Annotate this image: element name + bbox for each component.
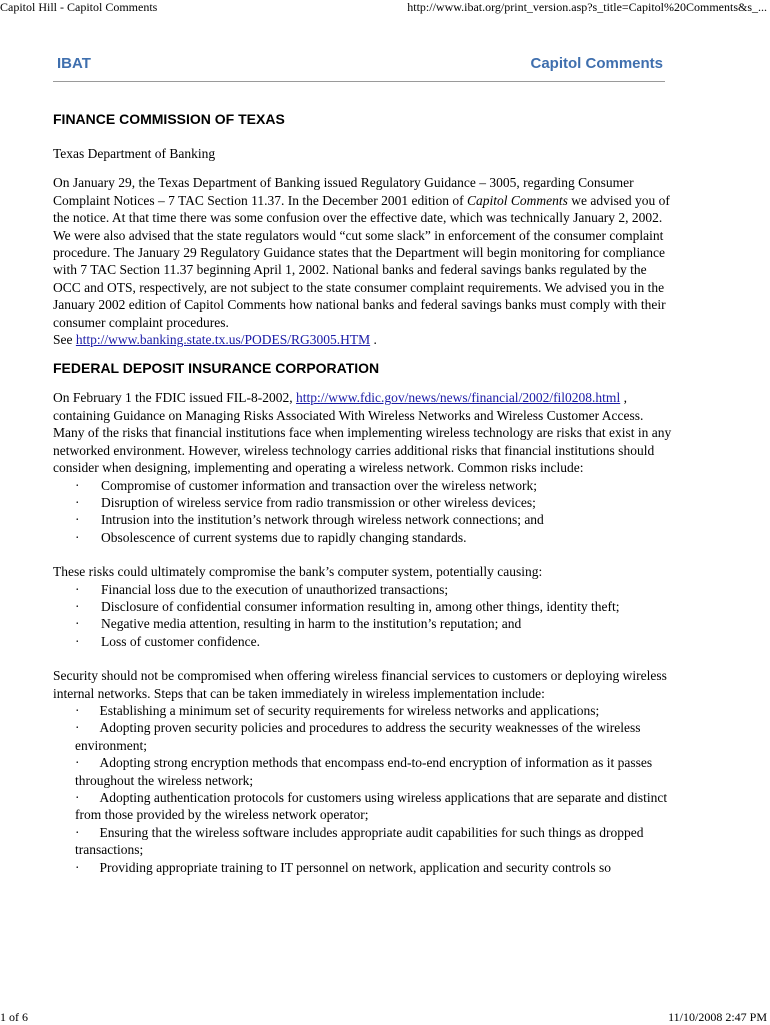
list-item-text: Compromise of customer information and transaction over the wireless network; [101,477,538,493]
bullet-icon: · [75,494,80,510]
list-item-text: Establishing a minimum set of security requirements for wireless networks and applications; [99,702,600,718]
paragraph-text: , containing Guidance on Managing Risks Associated With Wireless Networks and Wireless Customer Access. Many of the risks that financial institutions face when implementing wireless technology are risks that exist in any networked environment. However, wireless technology carries additional risks that financial institutions should consider when designing, implementing and operating a wireless network. Common risks include: [53,390,672,476]
paragraph-security-steps: Security should not be compromised when offering wireless financial services to customers or deploying wireless internal networks. Steps that can be taken immediately in wireless implementation include: [53,668,667,701]
list-item-text: Adopting proven security policies and procedures to address the security weaknesses of the wireless environment; [75,720,641,753]
article-body [53,110,673,876]
print-header-url: http://www.ibat.org/print_version.asp?s_title=Capitol%20Comments&s_... [407,0,767,14]
list-item-text: Obsolescence of current systems due to rapidly changing standards. [101,529,467,545]
subheading-texas-dept-banking: Texas Department of Banking [53,146,216,161]
list-item [53,477,673,494]
list-item [53,581,673,598]
bullet-icon: · [75,581,80,597]
bullet-icon: · [75,529,80,545]
paragraph-text: On February 1 the FDIC issued FIL-8-2002, [53,390,296,406]
print-header-title: Capitol Hill - Capitol Comments [0,0,158,14]
bullet-icon: · [75,512,80,528]
list-item [53,615,673,632]
banner-ibat-label: IBAT [57,55,91,72]
see-prefix: See [53,332,76,348]
list-item-text: Disclosure of confidential consumer information resulting in, among other things, identity theft; [101,598,620,614]
list-item-text: Financial loss due to the execution of unauthorized transactions; [101,581,449,597]
list-item-text: Negative media attention, resulting in harm to the institution’s reputation; and [101,616,522,632]
banking-guidance-link[interactable]: http://www.banking.state.tx.us/PODES/RG3005.HTM [75,332,371,348]
page-banner [53,55,665,82]
list-item-text: Disruption of wireless service from radio transmission or other wireless devices; [101,494,536,510]
section-heading-fdic: FEDERAL DEPOSIT INSURANCE CORPORATION [53,360,380,377]
risk-list [53,477,673,547]
banner-section-title: Capitol Comments [530,55,663,72]
bullet-icon: · [75,616,80,632]
bullet-icon: · [75,598,80,614]
list-item-text: Loss of customer confidence. [101,633,260,649]
bullet-icon: · [75,755,80,771]
fdic-fil-link[interactable]: http://www.fdic.gov/news/news/financial/2002/fil0208.html [295,390,621,406]
bullet-icon: · [75,859,80,875]
bullet-icon: · [75,720,80,736]
bullet-icon: · [75,633,80,649]
bullet-icon: · [75,824,80,840]
paragraph-text: we advised you of the notice. At that time there was some confusion over the effective date, which was technically January 2, 2002. We were also advised that the state regulators would “cut some slack” in enforcement of the consumer complaint procedure. The January 29 Regulatory Guidance states that the Department will begin monitoring for compliance with 7 TAC Section 11.37 beginning April 1, 2002. National banks and federal savings banks regulated by the OCC and OTS, respectively, are not subject to the state consumer complaint requirements. We advised you in the January 2002 edition of Capitol Comments how national banks and federal savings banks must comply with their consumer complaint procedures. [53,192,670,330]
paragraph-risk-consequences: These risks could ultimately compromise the bank’s computer system, potentially causing: [53,564,543,580]
list-item-text: Adopting authentication protocols for customers using wireless applications that are separate and distinct from those provided by the wireless network operator; [75,790,668,823]
paragraph-regulatory-guidance [53,174,673,331]
list-item [53,824,673,859]
list-item [53,719,673,754]
list-item-text: Providing appropriate training to IT personnel on network, application and security controls so [99,859,612,875]
list-item [53,633,673,650]
bullet-icon: · [75,702,80,718]
see-suffix: . [370,332,377,348]
consequence-list [53,581,673,651]
list-item [53,789,673,824]
list-item [53,494,673,511]
steps-list [53,702,673,876]
paragraph-text: On January 29, the Texas Department of Banking issued Regulatory Guidance – 3005, regarding Consumer Complaint Notices – 7 TAC Section 11.37. In the December 2001 edition of [53,175,634,208]
list-item [53,511,673,528]
list-item [53,859,673,876]
list-item [53,598,673,615]
see-reference-line [53,331,673,348]
bullet-icon: · [75,477,80,493]
print-footer-timestamp: 11/10/2008 2:47 PM [668,1010,767,1024]
list-item [53,702,673,719]
list-item-text: Ensuring that the wireless software includes appropriate audit capabilities for such things as dropped transactions; [75,824,644,858]
list-item-text: Intrusion into the institution’s network through wireless network connections; and [101,512,544,528]
bullet-icon: · [75,790,80,805]
print-footer-page-count: 1 of 6 [0,1010,28,1024]
section-heading-finance-commission: FINANCE COMMISSION OF TEXAS [53,111,285,127]
list-item-text: Adopting strong encryption methods that encompass end-to-end encryption of information as it passes throughout the wireless network; [75,755,653,788]
publication-title: Capitol Comments [466,192,568,208]
list-item [53,754,673,789]
list-item [53,529,673,546]
paragraph-fdic-fil [53,389,673,476]
